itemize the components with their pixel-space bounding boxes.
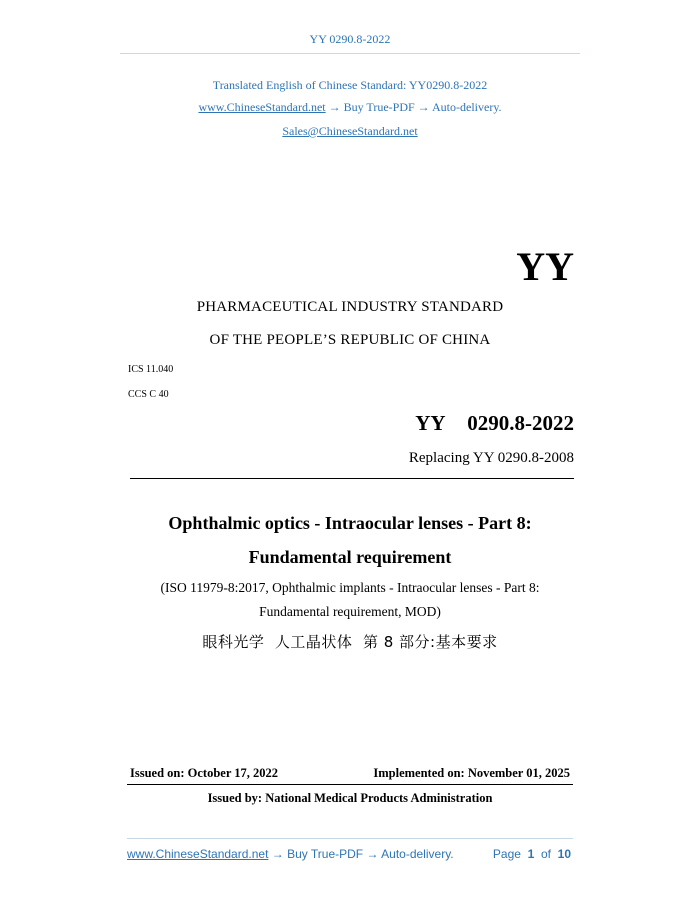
sales-email-link[interactable]: Sales@ChineseStandard.net [282,124,418,138]
header-rule [120,53,580,54]
industry-title-line2: OF THE PEOPLE’S REPUBLIC OF CHINA [209,332,491,348]
page-label: Page [492,847,521,861]
standard-mark: YY [516,244,574,289]
delivery-text: Auto-delivery. [432,100,502,114]
iso-reference-line2: Fundamental requirement, MOD) [259,604,441,619]
title-rule [130,478,574,479]
page-number: 1 [527,847,535,861]
footer-rule [127,838,573,839]
iso-reference-line1: (ISO 11979-8:2017, Ophthalmic implants - Intraocular lenses - Part 8: [160,580,540,595]
issued-by: Issued by: National Medical Products Administration [207,791,493,805]
standard-number: YY 0290.8-2022 [415,411,574,435]
ccs-code: CCS C 40 [128,389,169,400]
of-label: of [540,847,551,861]
running-header: YY 0290.8-2022 [309,32,391,46]
arrow-icon: → [271,847,284,861]
sales-line [0,124,700,139]
industry-title-line1: PHARMACEUTICAL INDUSTRY STANDARD [196,299,504,315]
translated-notice: Translated English of Chinese Standard: YY0290.8-2022 [212,78,488,92]
footer-delivery-text: Auto-delivery. [381,847,454,861]
footer-buy-text: Buy True-PDF [287,847,364,861]
issued-date: Issued on: October 17, 2022 [130,766,279,780]
site-link[interactable]: www.ChineseStandard.net [198,100,326,114]
buy-text: Buy True-PDF [343,100,415,114]
promo-line [0,100,700,115]
page-total: 10 [557,847,571,861]
arrow-icon: → [328,100,341,114]
arrow-icon: → [417,100,430,114]
implemented-date: Implemented on: November 01, 2025 [373,766,570,780]
document-title-line1: Ophthalmic optics - Intraocular lenses - Part 8: [168,513,532,533]
page-indicator [493,847,571,861]
document-title-line2: Fundamental requirement [248,547,452,567]
ics-code: ICS 11.040 [128,364,174,375]
chinese-title: 眼科光学 人工晶状体 第 8 部分:基本要求 [202,633,498,651]
footer-site-link[interactable]: www.ChineseStandard.net [127,847,269,861]
footer-promo [127,847,454,861]
arrow-icon: → [366,847,379,861]
replacing-note: Replacing YY 0290.8-2008 [408,450,574,466]
issued-rule [127,784,573,785]
